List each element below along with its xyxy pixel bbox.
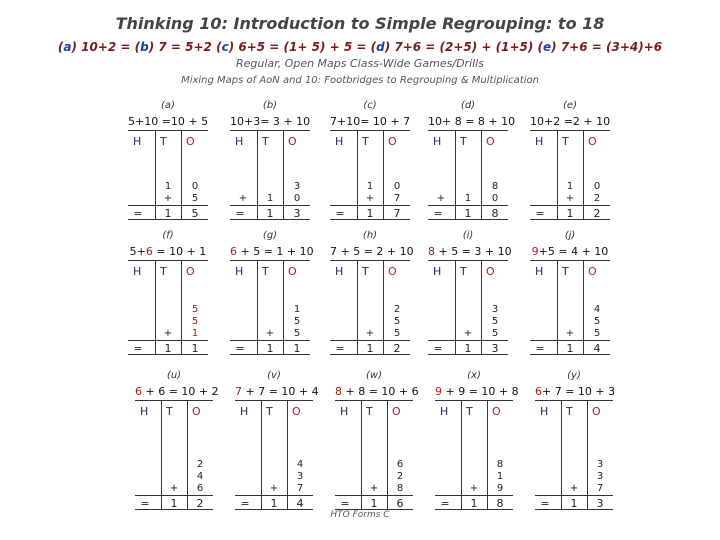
panel-equation xyxy=(435,385,519,398)
problem-panel xyxy=(435,370,519,520)
equation-part: 6 xyxy=(145,245,153,258)
hto-grid xyxy=(230,130,310,220)
problem-panel xyxy=(530,100,610,230)
hto-grid xyxy=(335,400,413,510)
sum-line xyxy=(435,495,513,496)
header-o: O xyxy=(486,135,495,148)
equation-part: + 8 = 10 + 6 xyxy=(342,385,419,398)
sum-line xyxy=(530,205,610,206)
equals-sign: = xyxy=(433,342,443,355)
equation-part: + 5 = 1 + 10 xyxy=(237,245,314,258)
equation-part: 6 xyxy=(535,385,542,398)
equals-sign: = xyxy=(133,342,143,355)
digit-cell: 1 xyxy=(566,181,574,192)
footer-caption: HTO Forms C xyxy=(330,510,390,520)
digit-cell: 5 xyxy=(393,328,401,339)
header-t: T xyxy=(166,405,173,418)
sum-line xyxy=(128,340,208,341)
equals-sign: = xyxy=(235,207,245,220)
digit-cell: 3 xyxy=(596,459,604,470)
digit-cell: + xyxy=(365,193,375,204)
column-divider xyxy=(287,401,288,509)
digit-cell: 2 xyxy=(393,304,401,315)
header-t: T xyxy=(160,135,167,148)
header-o: O xyxy=(388,265,397,278)
digit-cell: 5 xyxy=(191,316,199,327)
sum-digit: 1 xyxy=(570,497,578,510)
equation-part: 5+ xyxy=(129,245,146,258)
panel-letter: (d) xyxy=(460,100,476,111)
panel-equation xyxy=(135,385,219,398)
digit-cell: + xyxy=(569,483,579,494)
hto-grid xyxy=(435,400,513,510)
equation-part: 10+3= 3 + 10 xyxy=(230,115,311,128)
header-o: O xyxy=(588,135,597,148)
digit-cell: + xyxy=(163,193,173,204)
equals-sign: = xyxy=(540,497,550,510)
sum-digit: 1 xyxy=(566,342,574,355)
digit-cell: 0 xyxy=(393,181,401,192)
column-divider xyxy=(187,401,188,509)
sum-digit: 1 xyxy=(566,207,574,220)
header-h: H xyxy=(335,265,344,278)
sum-line xyxy=(330,340,410,341)
problem-panel xyxy=(428,100,516,230)
digit-cell: 6 xyxy=(196,483,204,494)
equation-part: 5+10 =10 + 5 xyxy=(128,115,209,128)
panel-equation xyxy=(230,115,310,128)
sum-line xyxy=(428,205,508,206)
hto-grid xyxy=(428,130,508,220)
panel-equation xyxy=(530,115,610,128)
header-h: H xyxy=(340,405,349,418)
equation-part: 9 xyxy=(435,385,442,398)
subtitle-text: ( xyxy=(57,40,64,54)
subtitle-letter: d xyxy=(376,40,385,54)
equals-sign: = xyxy=(440,497,450,510)
digit-cell: + xyxy=(565,328,575,339)
panel-equation xyxy=(335,385,419,398)
sum-digit: 2 xyxy=(393,342,401,355)
column-divider xyxy=(461,401,462,509)
panel-equation xyxy=(330,245,414,258)
digit-cell: 0 xyxy=(593,181,601,192)
header-t: T xyxy=(362,265,369,278)
problem-panel xyxy=(530,230,610,365)
sum-digit: 4 xyxy=(296,497,304,510)
panel-letter: (e) xyxy=(563,100,577,111)
hto-grid xyxy=(530,130,610,220)
header-t: T xyxy=(366,405,373,418)
equals-sign: = xyxy=(133,207,143,220)
sum-digit: 1 xyxy=(266,207,274,220)
header-t: T xyxy=(562,135,569,148)
panel-letter: (h) xyxy=(362,230,378,241)
header-o: O xyxy=(186,135,195,148)
panel-letter: (w) xyxy=(366,370,382,381)
header-h: H xyxy=(535,135,544,148)
header-h: H xyxy=(133,135,142,148)
hto-grid xyxy=(535,400,613,510)
sum-digit: 3 xyxy=(491,342,499,355)
sum-digit: 1 xyxy=(191,342,199,355)
header-t: T xyxy=(160,265,167,278)
header-h: H xyxy=(240,405,249,418)
equation-part: 6 xyxy=(230,245,237,258)
digit-cell: 5 xyxy=(491,328,499,339)
sum-digit: 1 xyxy=(270,497,278,510)
equals-sign: = xyxy=(535,207,545,220)
panel-equation xyxy=(235,385,319,398)
equation-part: + 7 = 10 + 3 xyxy=(542,385,616,398)
digit-cell: 5 xyxy=(293,316,301,327)
digit-cell: 4 xyxy=(593,304,601,315)
equation-part: 9 xyxy=(531,245,539,258)
subtitle-text: ) 7+6 = (3+4)+6 xyxy=(551,40,663,54)
panel-equation xyxy=(330,115,410,128)
digit-cell: 5 xyxy=(191,304,199,315)
panel-equation xyxy=(128,115,208,128)
sum-line xyxy=(128,205,208,206)
header-t: T xyxy=(460,265,467,278)
header-o: O xyxy=(392,405,401,418)
subtitle-letter: a xyxy=(63,40,72,54)
hto-grid xyxy=(128,260,208,355)
header-o: O xyxy=(592,405,601,418)
equals-sign: = xyxy=(240,497,250,510)
header-o: O xyxy=(388,135,397,148)
digit-cell: 1 xyxy=(293,304,301,315)
sum-digit: 8 xyxy=(496,497,504,510)
problem-panel xyxy=(230,230,314,365)
digit-cell: 0 xyxy=(191,181,199,192)
digit-cell: 2 xyxy=(196,459,204,470)
hto-grid xyxy=(330,130,410,220)
sum-line xyxy=(335,495,413,496)
sum-line xyxy=(235,495,313,496)
hto-grid xyxy=(428,260,508,355)
sum-digit: 1 xyxy=(266,342,274,355)
digit-cell: 8 xyxy=(491,181,499,192)
header-h: H xyxy=(433,265,442,278)
sum-digit: 1 xyxy=(464,207,472,220)
sum-line xyxy=(535,495,613,496)
digit-cell: + xyxy=(436,193,446,204)
digit-cell: + xyxy=(269,483,279,494)
column-divider xyxy=(487,401,488,509)
column-divider xyxy=(561,401,562,509)
panel-letter: (y) xyxy=(567,370,581,381)
equation-part: 6 xyxy=(135,385,142,398)
digit-cell: 8 xyxy=(496,459,504,470)
sum-digit: 8 xyxy=(491,207,499,220)
digit-cell: 3 xyxy=(296,471,304,482)
header-h: H xyxy=(133,265,142,278)
problem-panel xyxy=(230,100,310,230)
header-o: O xyxy=(288,265,297,278)
digit-cell: 8 xyxy=(396,483,404,494)
header-t: T xyxy=(362,135,369,148)
hto-grid xyxy=(330,260,410,355)
problem-panel xyxy=(535,370,616,520)
digit-cell: + xyxy=(365,328,375,339)
equation-part: 10+2 =2 + 10 xyxy=(530,115,611,128)
equals-sign: = xyxy=(433,207,443,220)
sum-line xyxy=(428,340,508,341)
sum-digit: 2 xyxy=(593,207,601,220)
digit-cell: 0 xyxy=(293,193,301,204)
digit-cell: + xyxy=(369,483,379,494)
equals-sign: = xyxy=(335,207,345,220)
sum-digit: 1 xyxy=(170,497,178,510)
header-o: O xyxy=(292,405,301,418)
hto-grid xyxy=(128,130,208,220)
header-h: H xyxy=(235,265,244,278)
sum-digit: 1 xyxy=(293,342,301,355)
subtitle-letter: c xyxy=(221,40,229,54)
header-h: H xyxy=(335,135,344,148)
digit-cell: 7 xyxy=(596,483,604,494)
sum-digit: 5 xyxy=(191,207,199,220)
digit-cell: 2 xyxy=(593,193,601,204)
panel-equation xyxy=(535,385,616,398)
subtitle-text: ) 10+2 = ( xyxy=(71,40,141,54)
digit-cell: 5 xyxy=(191,193,199,204)
sum-digit: 1 xyxy=(370,497,378,510)
header-h: H xyxy=(433,135,442,148)
panel-equation xyxy=(428,115,516,128)
header-h: H xyxy=(535,265,544,278)
sum-digit: 1 xyxy=(464,342,472,355)
header-t: T xyxy=(460,135,467,148)
header-o: O xyxy=(492,405,501,418)
digit-cell: 2 xyxy=(396,471,404,482)
digit-cell: + xyxy=(469,483,479,494)
digit-cell: 5 xyxy=(293,328,301,339)
equation-part: = 10 + 1 xyxy=(152,245,207,258)
digit-cell: 4 xyxy=(296,459,304,470)
hto-grid xyxy=(230,260,310,355)
sum-digit: 1 xyxy=(164,207,172,220)
digit-cell: 5 xyxy=(491,316,499,327)
panel-equation xyxy=(230,245,314,258)
sum-digit: 1 xyxy=(470,497,478,510)
problem-panel xyxy=(128,100,208,230)
problem-panel xyxy=(330,100,410,230)
subtitle xyxy=(0,40,720,54)
sum-digit: 1 xyxy=(164,342,172,355)
digit-cell: 6 xyxy=(396,459,404,470)
sum-digit: 6 xyxy=(396,497,404,510)
panel-equation xyxy=(128,245,208,258)
digit-cell: + xyxy=(463,328,473,339)
header-t: T xyxy=(262,265,269,278)
panel-letter: (i) xyxy=(462,230,474,241)
subtitle-text: ) 6+5 = (1+ 5) + 5 = ( xyxy=(228,40,377,54)
equals-sign: = xyxy=(340,497,350,510)
digit-cell: 1 xyxy=(266,193,274,204)
sum-digit: 3 xyxy=(596,497,604,510)
equation-part: + 9 = 10 + 8 xyxy=(442,385,519,398)
digit-cell: 5 xyxy=(593,328,601,339)
panel-letter: (x) xyxy=(467,370,481,381)
header-h: H xyxy=(540,405,549,418)
digit-cell: + xyxy=(238,193,248,204)
header-o: O xyxy=(192,405,201,418)
subtitle-letter: b xyxy=(140,40,149,54)
sum-digit: 2 xyxy=(196,497,204,510)
header-h: H xyxy=(235,135,244,148)
sum-line xyxy=(135,495,213,496)
digit-cell: 1 xyxy=(191,328,199,339)
header-o: O xyxy=(288,135,297,148)
digit-cell: 1 xyxy=(496,471,504,482)
column-divider xyxy=(361,401,362,509)
sum-digit: 4 xyxy=(593,342,601,355)
column-divider xyxy=(261,401,262,509)
equation-part: 7 + 5 = 2 + 10 xyxy=(330,245,414,258)
sum-line xyxy=(230,340,310,341)
equals-sign: = xyxy=(535,342,545,355)
subtitle-text: ) 7 = 5+2 ( xyxy=(148,40,222,54)
problem-panel xyxy=(335,370,419,520)
digit-cell: 7 xyxy=(393,193,401,204)
problem-panel xyxy=(135,370,219,520)
digit-cell: 1 xyxy=(164,181,172,192)
header-t: T xyxy=(262,135,269,148)
panel-letter: (f) xyxy=(162,230,174,241)
hto-grid xyxy=(530,260,610,355)
problem-panel xyxy=(128,230,208,365)
equals-sign: = xyxy=(140,497,150,510)
digit-cell: 3 xyxy=(293,181,301,192)
equation-part: 7+10= 10 + 7 xyxy=(330,115,411,128)
sum-digit: 1 xyxy=(366,207,374,220)
equation-part: + 6 = 10 + 2 xyxy=(142,385,219,398)
problem-panel xyxy=(428,230,512,365)
panel-letter: (c) xyxy=(363,100,377,111)
equation-part: 7 xyxy=(235,385,242,398)
header-h: H xyxy=(140,405,149,418)
panel-letter: (v) xyxy=(267,370,281,381)
equation-part: +5 = 4 + 10 xyxy=(538,245,609,258)
header-t: T xyxy=(266,405,273,418)
digit-cell: 4 xyxy=(196,471,204,482)
column-divider xyxy=(387,401,388,509)
digit-cell: + xyxy=(265,328,275,339)
sum-digit: 3 xyxy=(293,207,301,220)
panel-letter: (u) xyxy=(166,370,182,381)
digit-cell: 3 xyxy=(491,304,499,315)
panel-equation xyxy=(530,245,610,258)
panel-equation xyxy=(428,245,512,258)
digit-cell: 0 xyxy=(491,193,499,204)
digit-cell: 1 xyxy=(464,193,472,204)
header-t: T xyxy=(562,265,569,278)
equation-part: + 7 = 10 + 4 xyxy=(242,385,319,398)
equation-part: + 5 = 3 + 10 xyxy=(435,245,512,258)
subtitle-letter: e xyxy=(543,40,552,54)
page-title: Thinking 10: Introduction to Simple Regrouping: to 18 xyxy=(115,14,605,33)
header-o: O xyxy=(486,265,495,278)
header-o: O xyxy=(186,265,195,278)
equals-sign: = xyxy=(235,342,245,355)
sum-line xyxy=(530,340,610,341)
problem-panel xyxy=(235,370,319,520)
panel-letter: (g) xyxy=(262,230,278,241)
panel-letter: (a) xyxy=(161,100,175,111)
equals-sign: = xyxy=(335,342,345,355)
equation-part: 10+ 8 = 8 + 10 xyxy=(428,115,516,128)
column-divider xyxy=(587,401,588,509)
equation-part: 8 xyxy=(335,385,342,398)
sum-line xyxy=(230,205,310,206)
problem-panel xyxy=(330,230,414,365)
digit-cell: + xyxy=(163,328,173,339)
digit-cell: 7 xyxy=(296,483,304,494)
digit-cell: 1 xyxy=(366,181,374,192)
header-t: T xyxy=(566,405,573,418)
column-divider xyxy=(161,401,162,509)
equation-part: 8 xyxy=(428,245,435,258)
sum-digit: 1 xyxy=(366,342,374,355)
header-h: H xyxy=(440,405,449,418)
panel-letter: (j) xyxy=(564,230,576,241)
digit-cell: 9 xyxy=(496,483,504,494)
drills-caption: Regular, Open Maps Class-Wide Games/Drills xyxy=(236,57,484,70)
header-t: T xyxy=(466,405,473,418)
sum-digit: 7 xyxy=(393,207,401,220)
digit-cell: 3 xyxy=(596,471,604,482)
panel-letter: (b) xyxy=(262,100,278,111)
digit-cell: + xyxy=(565,193,575,204)
hto-grid xyxy=(135,400,213,510)
sum-line xyxy=(330,205,410,206)
digit-cell: + xyxy=(169,483,179,494)
digit-cell: 5 xyxy=(593,316,601,327)
digit-cell: 5 xyxy=(393,316,401,327)
hto-grid xyxy=(235,400,313,510)
maps-caption: Mixing Maps of AoN and 10: Footbridges to Regrouping & Multiplication xyxy=(181,75,539,86)
header-o: O xyxy=(588,265,597,278)
subtitle-text: ) 7+6 = (2+5) + (1+5) ( xyxy=(384,40,544,54)
